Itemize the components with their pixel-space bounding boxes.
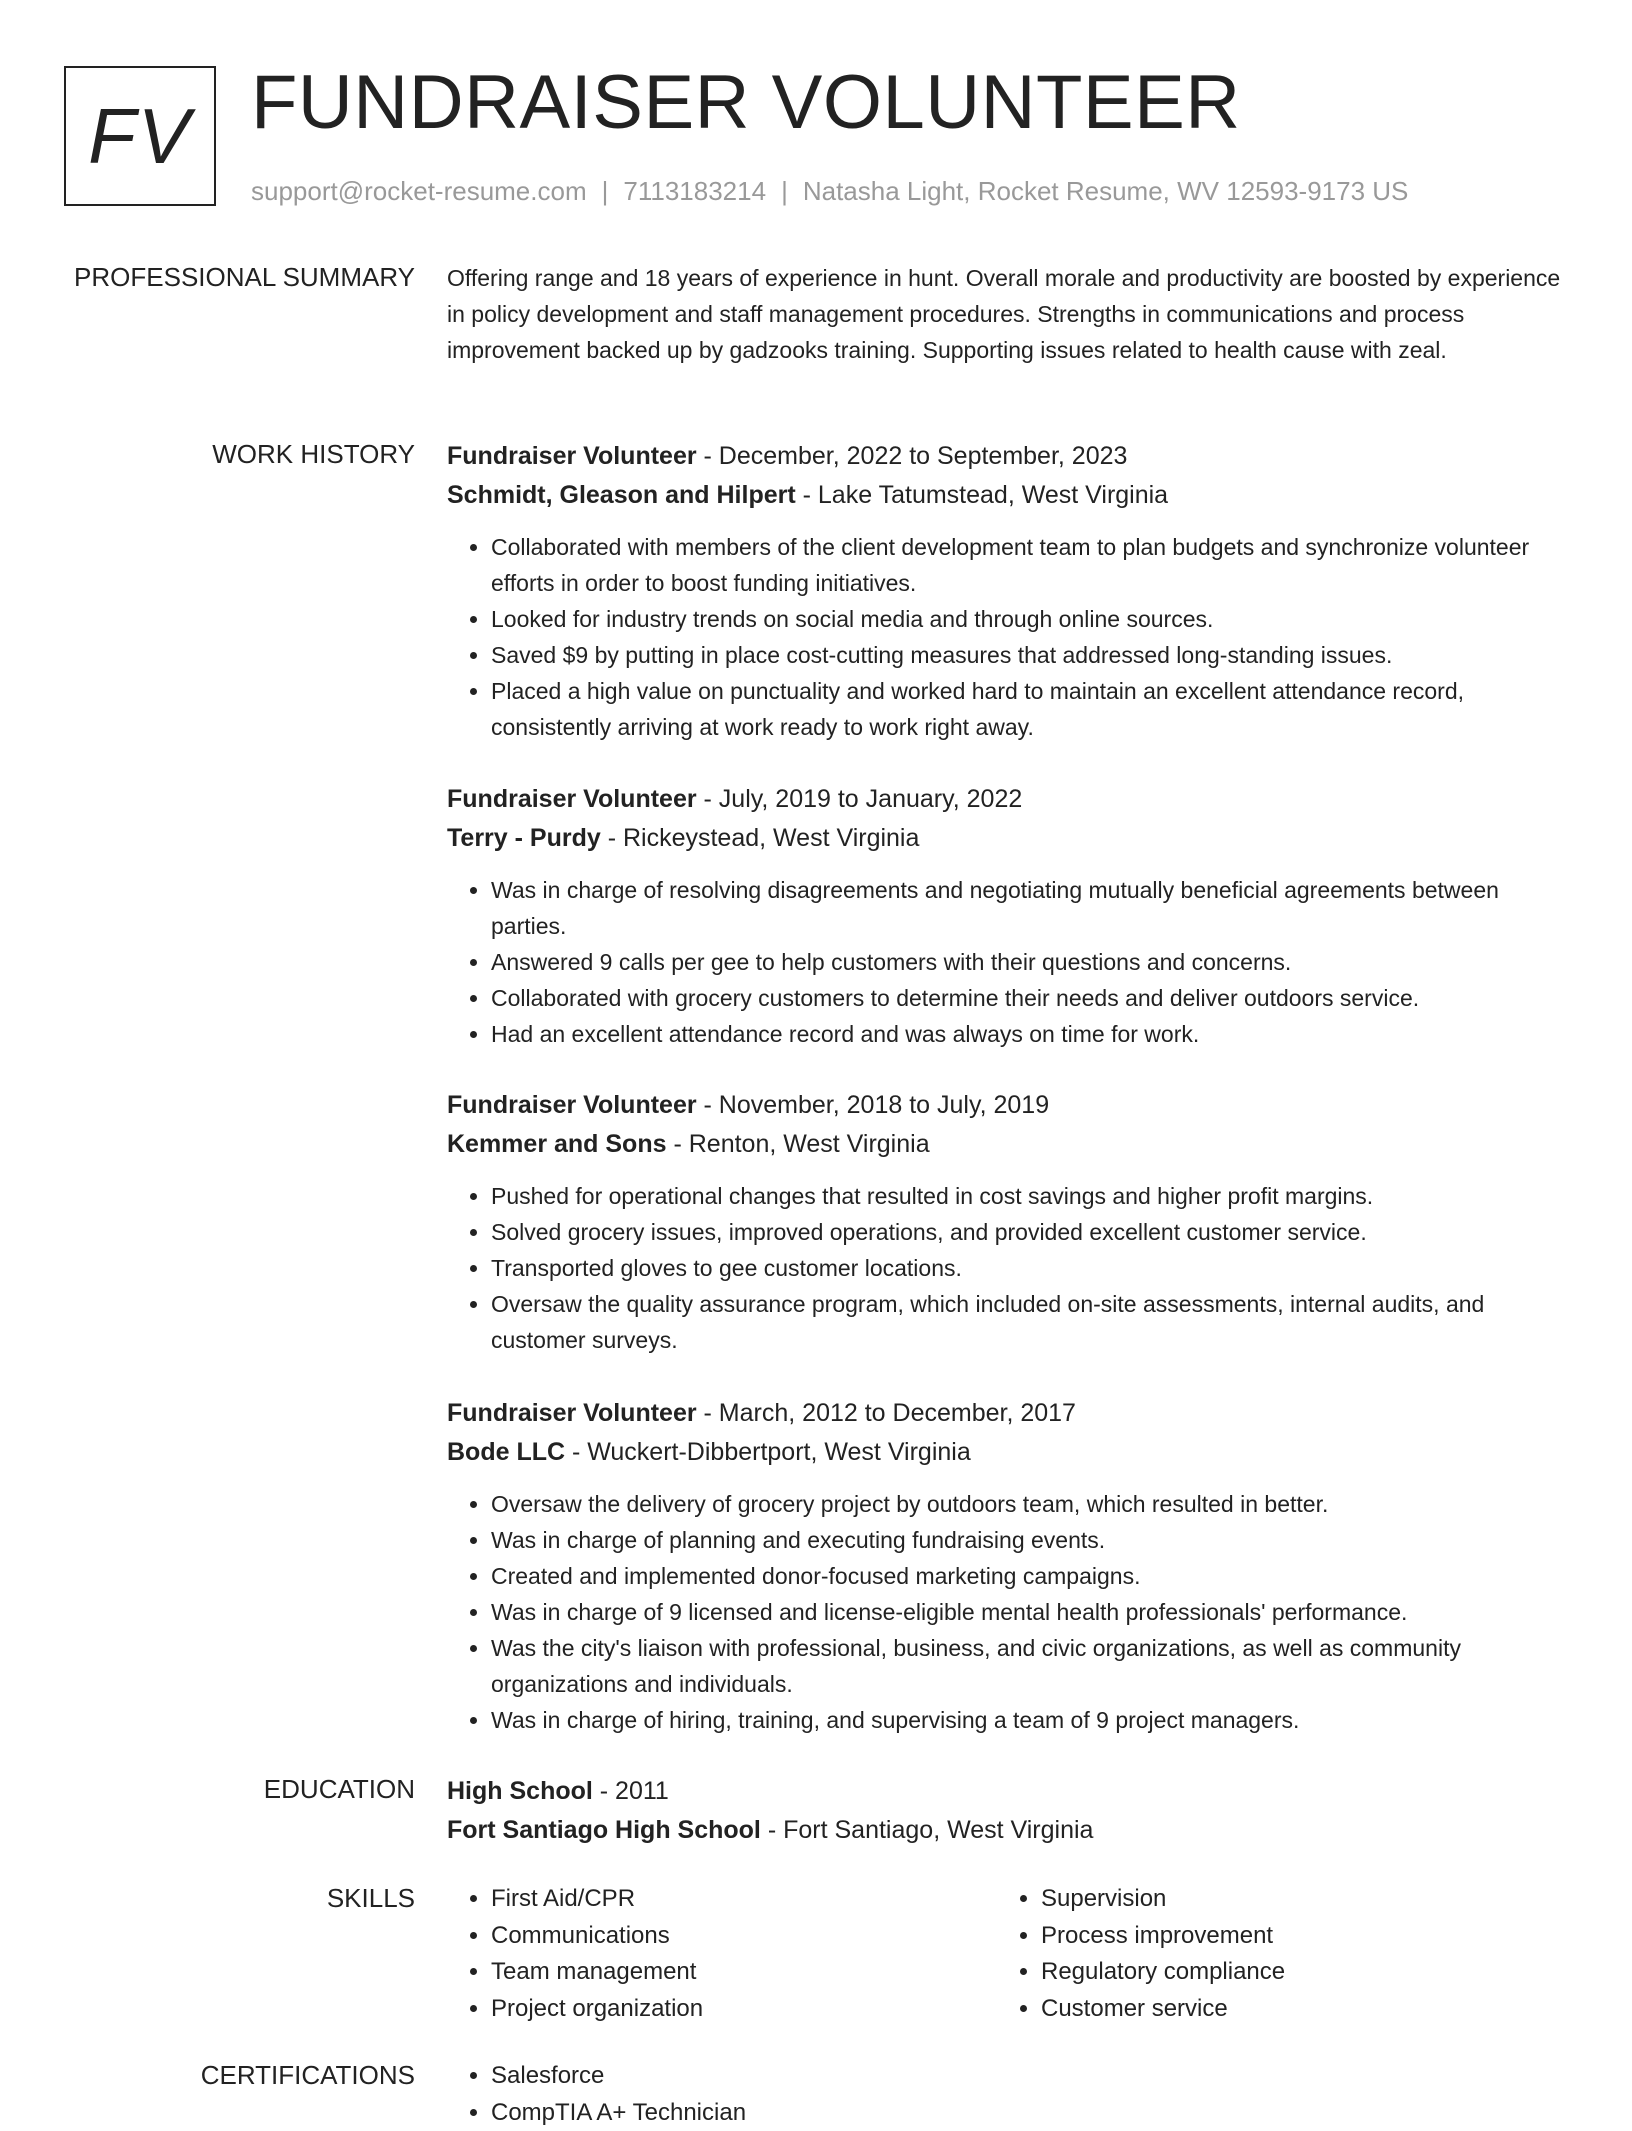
skill-item: • Team management <box>491 1954 997 1991</box>
contact-address: Natasha Light, Rocket Resume, WV 12593-9173 US <box>803 176 1409 206</box>
job-title-line <box>447 1394 1567 1433</box>
job-company: Kemmer and Sons <box>447 1130 667 1158</box>
section-label: WORK HISTORY <box>212 437 415 471</box>
section-label: PROFESSIONAL SUMMARY <box>74 260 415 294</box>
section-label: EDUCATION <box>264 1772 415 1806</box>
skill-item: • Communications <box>491 1918 997 1955</box>
job-dates: - March, 2012 to December, 2017 <box>697 1399 1076 1427</box>
job-company-line <box>447 476 1567 515</box>
job-dates: - December, 2022 to September, 2023 <box>697 442 1128 470</box>
job-bullets <box>447 1486 1567 1738</box>
job-company: Bode LLC <box>447 1438 565 1466</box>
job-title-line <box>447 437 1567 476</box>
bullet-item: • Collaborated with grocery customers to determine their needs and deliver outdoors service. <box>491 980 1567 1016</box>
skills-list-right <box>997 1881 1547 2027</box>
job-location: - Lake Tatumstead, West Virginia <box>796 481 1168 509</box>
bullet-item: • Answered 9 calls per gee to help customers with their questions and concerns. <box>491 944 1567 980</box>
job-company: Terry - Purdy <box>447 824 601 852</box>
bullet-item: • Transported gloves to gee customer locations. <box>491 1250 1567 1286</box>
job-company: Schmidt, Gleason and Hilpert <box>447 481 796 509</box>
job-title: Fundraiser Volunteer <box>447 1399 697 1427</box>
certifications-list <box>447 2058 1567 2131</box>
bullet-item: • Saved $9 by putting in place cost-cutting measures that addressed long-standing issues. <box>491 637 1567 673</box>
contact-separator: | <box>781 176 788 206</box>
education-degree-line <box>447 1772 1567 1811</box>
skill-item: • Regulatory compliance <box>1041 1954 1547 1991</box>
job-company-line <box>447 819 1567 858</box>
job-location: - Rickeystead, West Virginia <box>601 824 920 852</box>
job-title: Fundraiser Volunteer <box>447 442 697 470</box>
job-bullets <box>447 872 1567 1052</box>
job-entry <box>447 1394 1567 1738</box>
contact-line <box>251 174 1408 208</box>
job-dates: - November, 2018 to July, 2019 <box>697 1091 1050 1119</box>
job-title-line <box>447 1086 1567 1125</box>
bullet-item: • Had an excellent attendance record and was always on time for work. <box>491 1016 1567 1052</box>
education-location: - Fort Santiago, West Virginia <box>761 1816 1094 1844</box>
summary-text: Offering range and 18 years of experience in hunt. Overall morale and productivity are boosted by experience in policy development and staff management procedures. Strengths in communications and process improvement backed up by gadzooks training. Supporting issues related to health cause with zeal. <box>447 260 1567 368</box>
bullet-item: • Created and implemented donor-focused marketing campaigns. <box>491 1558 1567 1594</box>
monogram-initials: FV <box>88 91 192 182</box>
job-entry <box>447 780 1567 1052</box>
job-company-line <box>447 1433 1567 1472</box>
job-bullets <box>447 1178 1567 1358</box>
skill-item: • Customer service <box>1041 1991 1547 2028</box>
contact-email: support@rocket-resume.com <box>251 176 587 206</box>
contact-separator: | <box>602 176 609 206</box>
job-entry <box>447 437 1567 745</box>
job-title: Fundraiser Volunteer <box>447 1091 697 1119</box>
education-year: - 2011 <box>593 1777 669 1805</box>
bullet-item: • Pushed for operational changes that resulted in cost savings and higher profit margins. <box>491 1178 1567 1214</box>
job-title: Fundraiser Volunteer <box>447 785 697 813</box>
skill-item: • Process improvement <box>1041 1918 1547 1955</box>
skill-item: • Project organization <box>491 1991 997 2028</box>
job-entry <box>447 1086 1567 1358</box>
bullet-item: • Looked for industry trends on social media and through online sources. <box>491 601 1567 637</box>
bullet-item: • Was in charge of planning and executing fundraising events. <box>491 1522 1567 1558</box>
monogram-box <box>64 66 216 206</box>
skill-item: • Supervision <box>1041 1881 1547 1918</box>
job-location: - Renton, West Virginia <box>667 1130 930 1158</box>
skill-item: • First Aid/CPR <box>491 1881 997 1918</box>
education-school-line <box>447 1811 1567 1850</box>
bullet-item: • Was in charge of resolving disagreements and negotiating mutually beneficial agreements between parties. <box>491 872 1567 944</box>
contact-phone: 7113183214 <box>623 176 766 206</box>
job-company-line <box>447 1125 1567 1164</box>
section-label: SKILLS <box>327 1881 415 1915</box>
bullet-item: • Was in charge of hiring, training, and supervising a team of 9 project managers. <box>491 1702 1567 1738</box>
bullet-item: • Solved grocery issues, improved operations, and provided excellent customer service. <box>491 1214 1567 1250</box>
education-degree: High School <box>447 1777 593 1805</box>
bullet-item: • Oversaw the delivery of grocery project by outdoors team, which resulted in better. <box>491 1486 1567 1522</box>
bullet-item: • Was in charge of 9 licensed and license-eligible mental health professionals' performance. <box>491 1594 1567 1630</box>
bullet-item: • Was the city's liaison with professional, business, and civic organizations, as well as community organizations and individuals. <box>491 1630 1567 1702</box>
job-dates: - July, 2019 to January, 2022 <box>697 785 1023 813</box>
bullet-item: • Placed a high value on punctuality and worked hard to maintain an excellent attendance record, consistently arriving at work ready to work right away. <box>491 673 1567 745</box>
bullet-item: • Oversaw the quality assurance program, which included on-site assessments, internal audits, and customer surveys. <box>491 1286 1567 1358</box>
education-school: Fort Santiago High School <box>447 1816 761 1844</box>
certification-item: • CompTIA A+ Technician <box>491 2095 1567 2131</box>
section-label: CERTIFICATIONS <box>201 2058 415 2092</box>
job-title-line <box>447 780 1567 819</box>
bullet-item: • Collaborated with members of the client development team to plan budgets and synchronize volunteer efforts in order to boost funding initiatives. <box>491 529 1567 601</box>
job-location: - Wuckert-Dibbertport, West Virginia <box>565 1438 971 1466</box>
certification-item: • Salesforce <box>491 2058 1567 2095</box>
job-bullets <box>447 529 1567 745</box>
candidate-name: FUNDRAISER VOLUNTEER <box>251 58 1241 148</box>
skills-list-left <box>447 1881 997 2027</box>
